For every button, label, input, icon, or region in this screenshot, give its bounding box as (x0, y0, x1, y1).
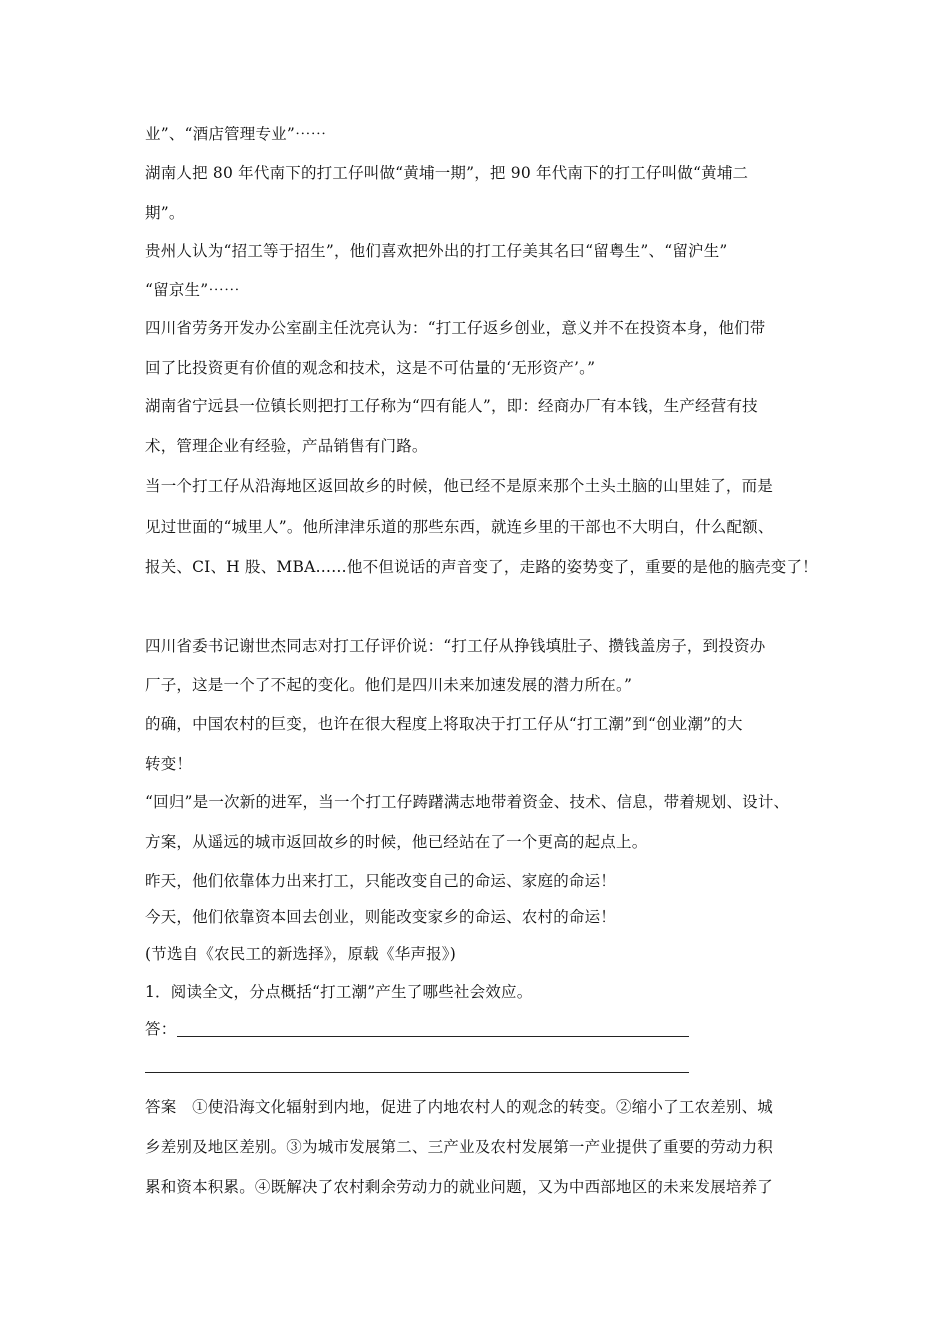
text-line: 湖南省宁远县一位镇长则把打工仔称为“四有能人”，即：经商办厂有本钱，生产经营有技 (145, 397, 758, 415)
answer-blank-line-2[interactable] (145, 1072, 689, 1073)
text-line: 回了比投资更有价值的观念和技术，这是不可估量的‘无形资产’。” (145, 359, 596, 377)
text-line: 业”、“酒店管理专业”⋯⋯ (145, 125, 327, 143)
text-line: 四川省委书记谢世杰同志对打工仔评价说：“打工仔从挣钱填肚子、攒钱盖房子，到投资办 (145, 637, 766, 655)
text-line: “回归”是一次新的进军，当一个打工仔踌躇满志地带着资金、技术、信息，带着规划、设计、 (145, 793, 790, 811)
text-line: 贵州人认为“招工等于招生”，他们喜欢把外出的打工仔美其名曰“留粤生”、“留沪生” (145, 242, 728, 260)
text-line: 转变！ (145, 755, 193, 773)
text-line: 厂子，这是一个了不起的变化。他们是四川未来加速发展的潜力所在。” (145, 676, 633, 694)
source-note: (节选自《农民工的新选择》，原载《华声报》) (145, 945, 456, 963)
text-line: 当一个打工仔从沿海地区返回故乡的时候，他已经不是原来那个土头土脑的山里娃了，而是 (145, 477, 774, 495)
text-line: 方案，从遥远的城市返回故乡的时候，他已经站在了一个更高的起点上。 (145, 833, 648, 851)
text-line: “留京生”⋯⋯ (145, 281, 240, 299)
text-line: 昨天，他们依靠体力出来打工，只能改变自己的命运、家庭的命运！ (145, 872, 617, 890)
text-line: 期”。 (145, 204, 185, 222)
answer-text: 累和资本积累。④既解决了农村剩余劳动力的就业问题，又为中西部地区的未来发展培养了 (145, 1178, 774, 1196)
text-line: 湖南人把 80 年代南下的打工仔叫做“黄埔一期”，把 90 年代南下的打工仔叫做“黄埔二 (145, 164, 749, 182)
text-line: 见过世面的“城里人”。他所津津乐道的那些东西，就连乡里的干部也不大明白，什么配额、 (145, 518, 774, 536)
answer-text: 乡差别及地区差别。③为城市发展第二、三产业及农村发展第一产业提供了重要的劳动力积 (145, 1138, 774, 1156)
text-line: 四川省劳务开发办公室副主任沈亮认为：“打工仔返乡创业，意义并不在投资本身，他们带 (145, 319, 766, 337)
text-line: 今天，他们依靠资本回去创业，则能改变家乡的命运、农村的命运！ (145, 908, 617, 926)
text-line: 的确，中国农村的巨变，也许在很大程度上将取决于打工仔从“打工潮”到“创业潮”的大 (145, 715, 743, 733)
text-line: 术，管理企业有经验，产品销售有门路。 (145, 437, 428, 455)
question-1: 1．阅读全文，分点概括“打工潮”产生了哪些社会效应。 (145, 983, 533, 1001)
answer-blank-line-1[interactable] (177, 1036, 689, 1037)
text-line: 报关、CI、H 股、MBA……他不但说话的声音变了，走路的姿势变了，重要的是他的脑壳变了！ (145, 558, 818, 576)
answer-prompt: 答： (145, 1020, 177, 1038)
answer-text: 答案 ①使沿海文化辐射到内地，促进了内地农村人的观念的转变。②缩小了工农差别、城 (145, 1098, 774, 1116)
